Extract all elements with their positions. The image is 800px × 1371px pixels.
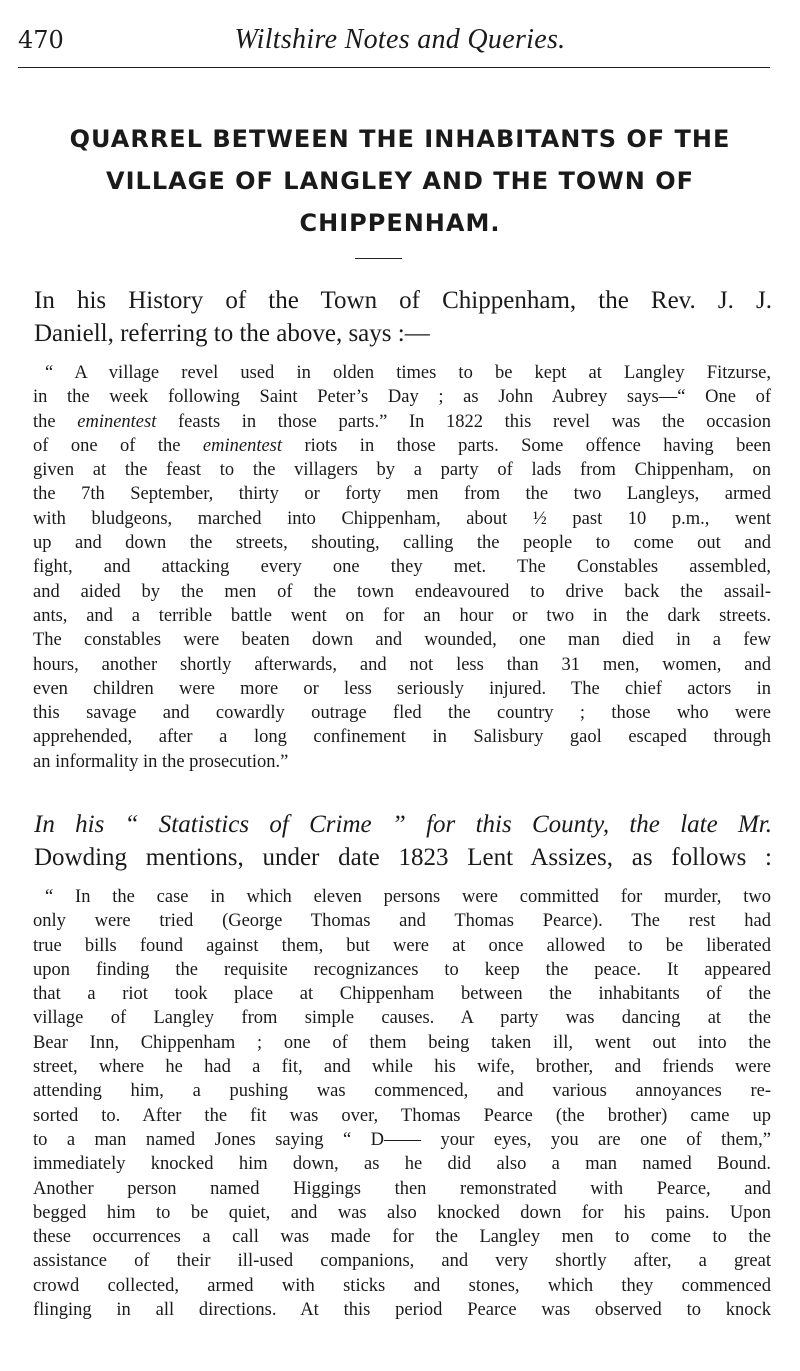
text-line: “ A village revel used in olden times to be kept at Langley Fitzurse, bbox=[45, 363, 771, 383]
page-number: 470 bbox=[18, 26, 64, 54]
page-header bbox=[0, 22, 800, 58]
text-line: fight, and attacking every one they met. The Constables assembled, bbox=[33, 557, 771, 578]
text-line: immediately knocked him down, as he did also a man named Bound. bbox=[33, 1154, 771, 1175]
text-line: true bills found against them, but were at once allowed to be liberated bbox=[33, 935, 771, 956]
text-line: begged him to be quiet, and was also knocked down for his pains. Upon bbox=[33, 1202, 771, 1223]
text-line: sorted to. After the fit was over, Thomas Pearce (the brother) came up bbox=[33, 1105, 771, 1126]
text-line: these occurrences a call was made for the Langley men to come to the bbox=[33, 1227, 771, 1248]
text-line: “ In the case in which eleven persons were committed for murder, two bbox=[45, 887, 771, 907]
text-line: that a riot took place at Chippenham between the inhabitants of the bbox=[33, 984, 771, 1005]
text-line: with bludgeons, marched into Chippenham, about ½ past 10 p.m., went bbox=[33, 508, 771, 529]
text-line: upon finding the requisite recognizances to keep the peace. It appeared bbox=[33, 959, 771, 980]
text-line: hours, another shortly afterwards, and not less than 31 men, women, and bbox=[33, 654, 771, 675]
text-line: an informality in the prosecution.” bbox=[33, 751, 289, 772]
text-line: in the week following Saint Peter’s Day ; as John Aubrey says—“ One of bbox=[33, 387, 771, 408]
text-line: ants, and a terrible battle went on for an hour or two in the dark streets. bbox=[33, 605, 771, 626]
text-line: this savage and cowardly outrage fled the country ; those who were bbox=[33, 703, 771, 724]
text-line: the 7th September, thirty or forty men from the two Langleys, armed bbox=[33, 484, 771, 505]
text-line: village of Langley from simple causes. A party was dancing at the bbox=[33, 1008, 771, 1029]
title-divider bbox=[355, 258, 402, 259]
text-line: attending him, a pushing was commenced, and various annoyances re- bbox=[33, 1081, 771, 1102]
text-line: to a man named Jones saying “ D—— your eyes, you are one of them,” bbox=[33, 1129, 771, 1150]
quotation-2 bbox=[33, 885, 771, 1322]
text-line: assistance of their ill-used companions, and very shortly after, a great bbox=[33, 1251, 771, 1272]
text-line: given at the feast to the villagers by a party of lads from Chippenham, on bbox=[33, 460, 771, 481]
header-rule bbox=[18, 67, 770, 68]
text-line: apprehended, after a long confinement in Salisbury gaol escaped through bbox=[33, 727, 771, 748]
intro-paragraph-1 bbox=[34, 284, 772, 350]
text-line: In his “ Statistics of Crime ” for this County, the late Mr. bbox=[34, 811, 773, 838]
text-line: up and down the streets, shouting, calling the people to come out and bbox=[33, 533, 771, 554]
article-title-line: CHIPPENHAM. bbox=[299, 209, 501, 237]
text-line: Another person named Higgings then remonstrated with Pearce, and bbox=[33, 1178, 771, 1199]
article-title bbox=[20, 118, 780, 244]
text-line: of one of the eminentest riots in those parts. Some offence having been bbox=[33, 435, 772, 456]
text-line: and aided by the men of the town endeavoured to drive back the assail- bbox=[33, 581, 771, 602]
text-line: In his History of the Town of Chippenham, the Rev. J. J. bbox=[34, 287, 772, 314]
text-line: the eminentest feasts in those parts.” In 1822 this revel was the occasion bbox=[33, 411, 771, 432]
quotation-1 bbox=[33, 361, 771, 774]
text-line: Bear Inn, Chippenham ; one of them being taken ill, went out into the bbox=[33, 1032, 771, 1053]
text-line: flinging in all directions. At this period Pearce was observed to knock bbox=[33, 1300, 771, 1321]
running-title: Wiltshire Notes and Queries. bbox=[234, 24, 566, 55]
text-line: The constables were beaten down and wounded, one man died in a few bbox=[33, 630, 771, 651]
text-line: only were tried (George Thomas and Thomas Pearce). The rest had bbox=[33, 911, 771, 932]
text-line: Daniell, referring to the above, says :— bbox=[34, 320, 430, 347]
text-line: Dowding mentions, under date 1823 Lent Assizes, as follows : bbox=[34, 844, 772, 871]
intro-paragraph-2 bbox=[34, 808, 772, 874]
text-line: even children were more or less seriously injured. The chief actors in bbox=[33, 678, 771, 699]
article-title-line: VILLAGE OF LANGLEY AND THE TOWN OF bbox=[106, 167, 694, 195]
article-title-line: QUARREL BETWEEN THE INHABITANTS OF THE bbox=[69, 125, 731, 153]
text-line: crowd collected, armed with sticks and stones, which they commenced bbox=[33, 1275, 771, 1296]
text-line: street, where he had a fit, and while his wife, brother, and friends were bbox=[33, 1057, 771, 1078]
